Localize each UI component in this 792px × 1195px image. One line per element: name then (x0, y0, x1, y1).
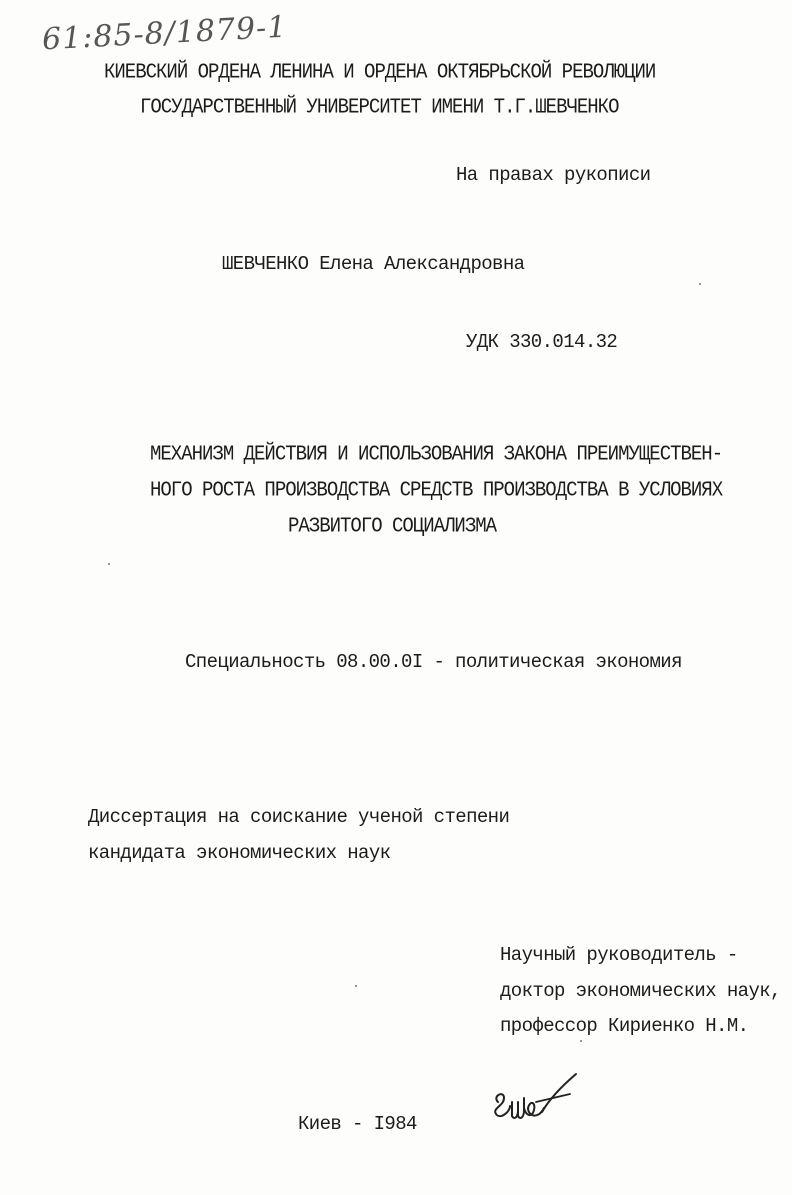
supervisor-line-1: Научный руководитель - (500, 944, 738, 966)
author-name: ШЕВЧЕНКО Елена Александровна (222, 253, 525, 275)
scan-speck (355, 985, 357, 987)
scan-speck (580, 1040, 582, 1042)
scan-speck (699, 283, 701, 285)
scan-speck (108, 563, 110, 565)
dissertation-degree-line-2: кандидата экономических наук (88, 842, 391, 864)
handwritten-signature (490, 1068, 590, 1128)
place-and-year: Киев - I984 (298, 1113, 417, 1135)
speciality-line: Специальность 08.00.0I - политическая экономия (185, 651, 682, 673)
handwritten-reference-note: 61:85-8/1879-1 (41, 9, 289, 58)
dissertation-title-line-2: НОГО РОСТА ПРОИЗВОДСТВА СРЕДСТВ ПРОИЗВОДСТВА В УСЛОВИЯХ (150, 477, 723, 503)
dissertation-title-line-1: МЕХАНИЗМ ДЕЙСТВИЯ И ИСПОЛЬЗОВАНИЯ ЗАКОНА ПРЕИМУЩЕСТВЕН- (150, 441, 723, 467)
dissertation-degree-line-1: Диссертация на соискание ученой степени (88, 806, 510, 828)
udc-code: УДК 330.014.32 (466, 331, 618, 353)
institution-line-2: ГОСУДАРСТВЕННЫЙ УНИВЕРСИТЕТ ИМЕНИ Т.Г.ШЕВЧЕНКО (140, 94, 619, 120)
supervisor-line-2: доктор экономических наук, (500, 980, 781, 1002)
manuscript-rights-note: На правах рукописи (456, 164, 651, 186)
supervisor-line-3: профессор Кириенко Н.М. (500, 1015, 749, 1037)
institution-line-1: КИЕВСКИЙ ОРДЕНА ЛЕНИНА И ОРДЕНА ОКТЯБРЬСКОЙ РЕВОЛЮЦИИ (104, 59, 656, 85)
dissertation-title-line-3: РАЗВИТОГО СОЦИАЛИЗМА (288, 513, 497, 539)
